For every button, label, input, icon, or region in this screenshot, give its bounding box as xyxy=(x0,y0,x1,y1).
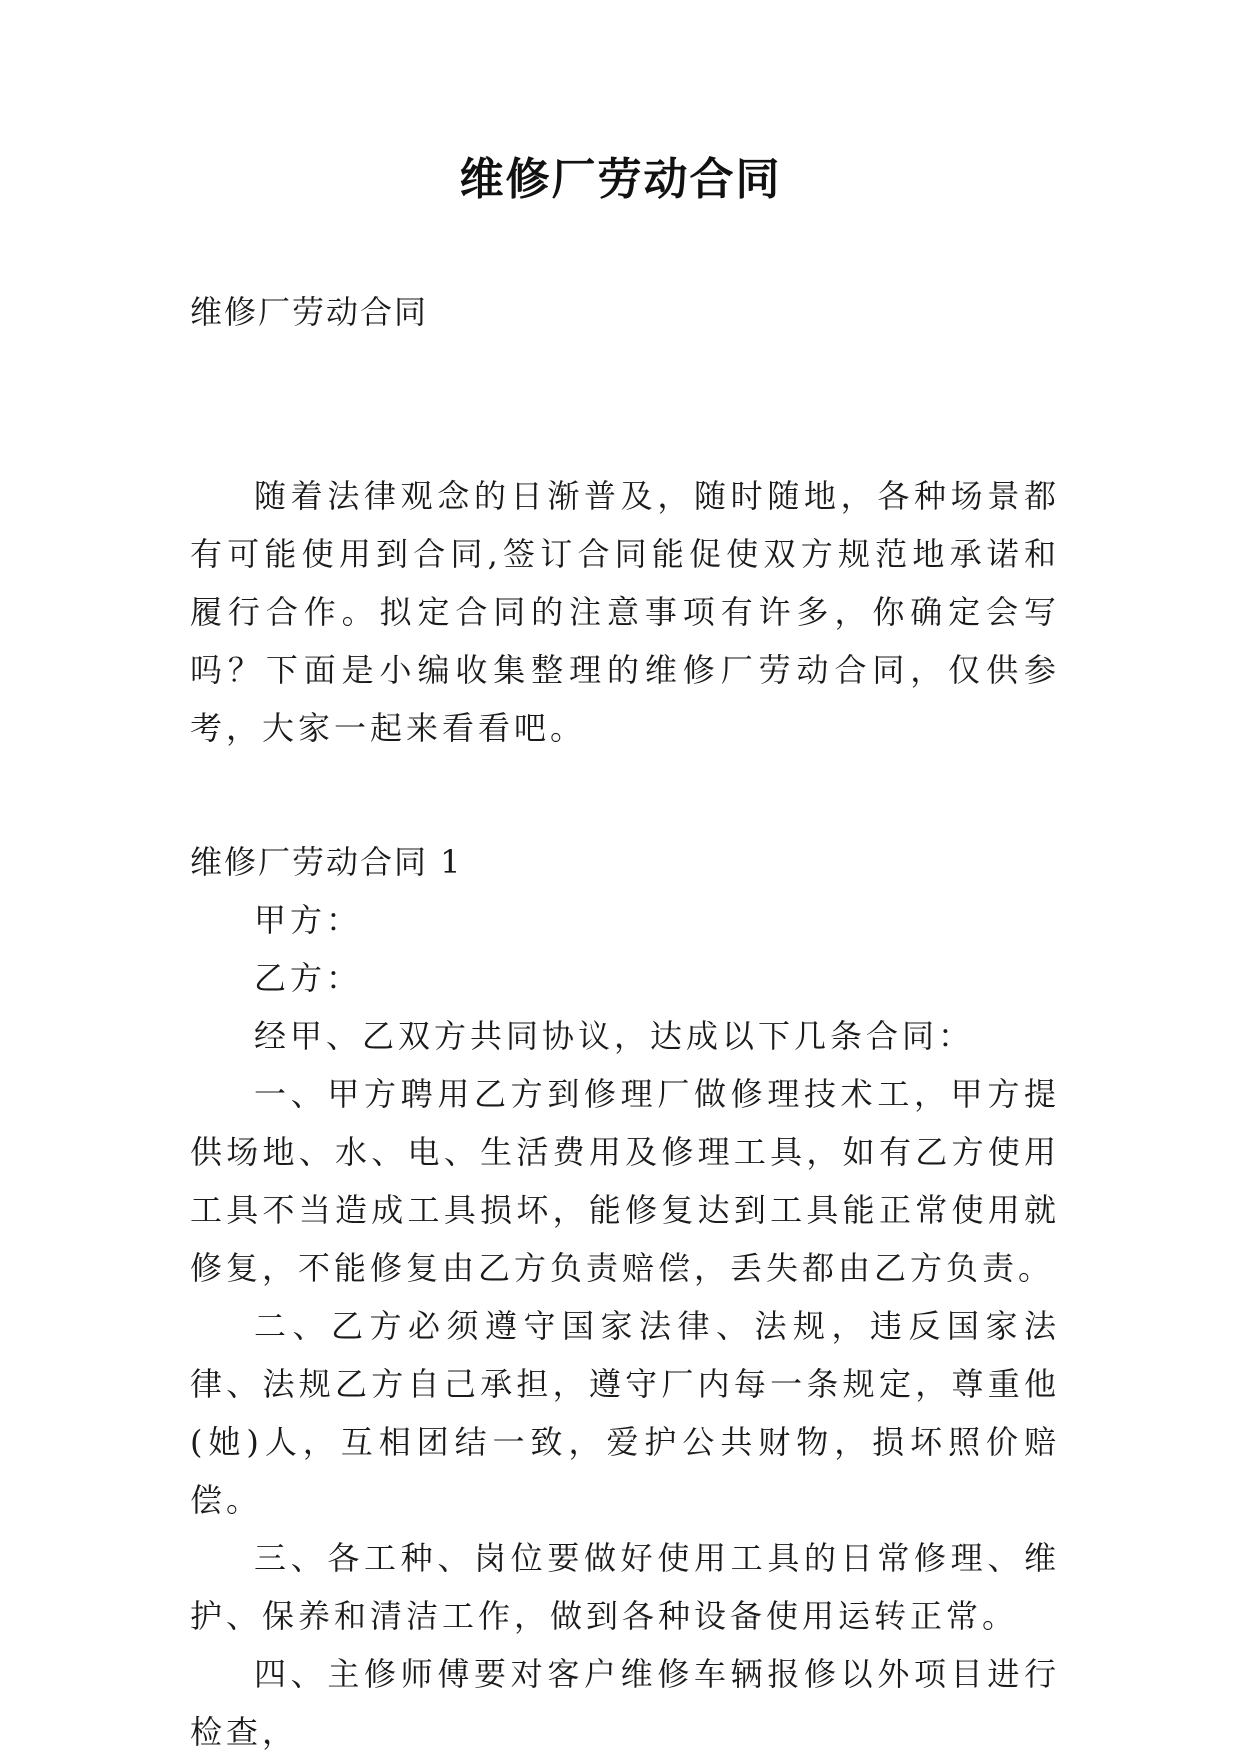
clause-paragraph: 三、各工种、岗位要做好使用工具的日常修理、维护、保养和清洁工作，做到各种设备使用运转正常。 xyxy=(190,1539,1060,1635)
document-body xyxy=(190,467,1060,1761)
document-subtitle: 维修厂劳动合同 xyxy=(190,293,429,331)
clause-paragraph: 四、主修师傅要对客户维修车辆报修以外项目进行检查， xyxy=(190,1655,1060,1751)
clause-paragraph: 二、乙方必须遵守国家法律、法规，违反国家法律、法规乙方自己承担，遵守厂内每一条规定，尊重他(她)人，互相团结一致，爱护公共财物，损坏照价赔偿。 xyxy=(190,1307,1060,1519)
clause-paragraph: 一、甲方聘用乙方到修理厂做修理技术工，甲方提供场地、水、电、生活费用及修理工具，如有乙方使用工具不当造成工具损坏，能修复达到工具能正常使用就修复，不能修复由乙方负责赔偿，丢失都由乙方负责。 xyxy=(190,1075,1060,1287)
party-a-line: 甲方： xyxy=(254,901,363,939)
agreement-intro: 经甲、乙双方共同协议，达成以下几条合同： xyxy=(254,1017,975,1055)
section-heading: 维修厂劳动合同 1 xyxy=(190,843,463,881)
document-title: 维修厂劳动合同 xyxy=(459,154,782,205)
intro-paragraph: 随着法律观念的日渐普及，随时随地，各种场景都有可能使用到合同,签订合同能促使双方规范地承诺和履行合作。拟定合同的注意事项有许多，你确定会写吗？下面是小编收集整理的维修厂劳动合同，仅供参考，大家一起来看看吧。 xyxy=(190,477,1060,747)
party-b-line: 乙方： xyxy=(254,959,363,997)
paragraph-spacer xyxy=(190,757,1060,833)
